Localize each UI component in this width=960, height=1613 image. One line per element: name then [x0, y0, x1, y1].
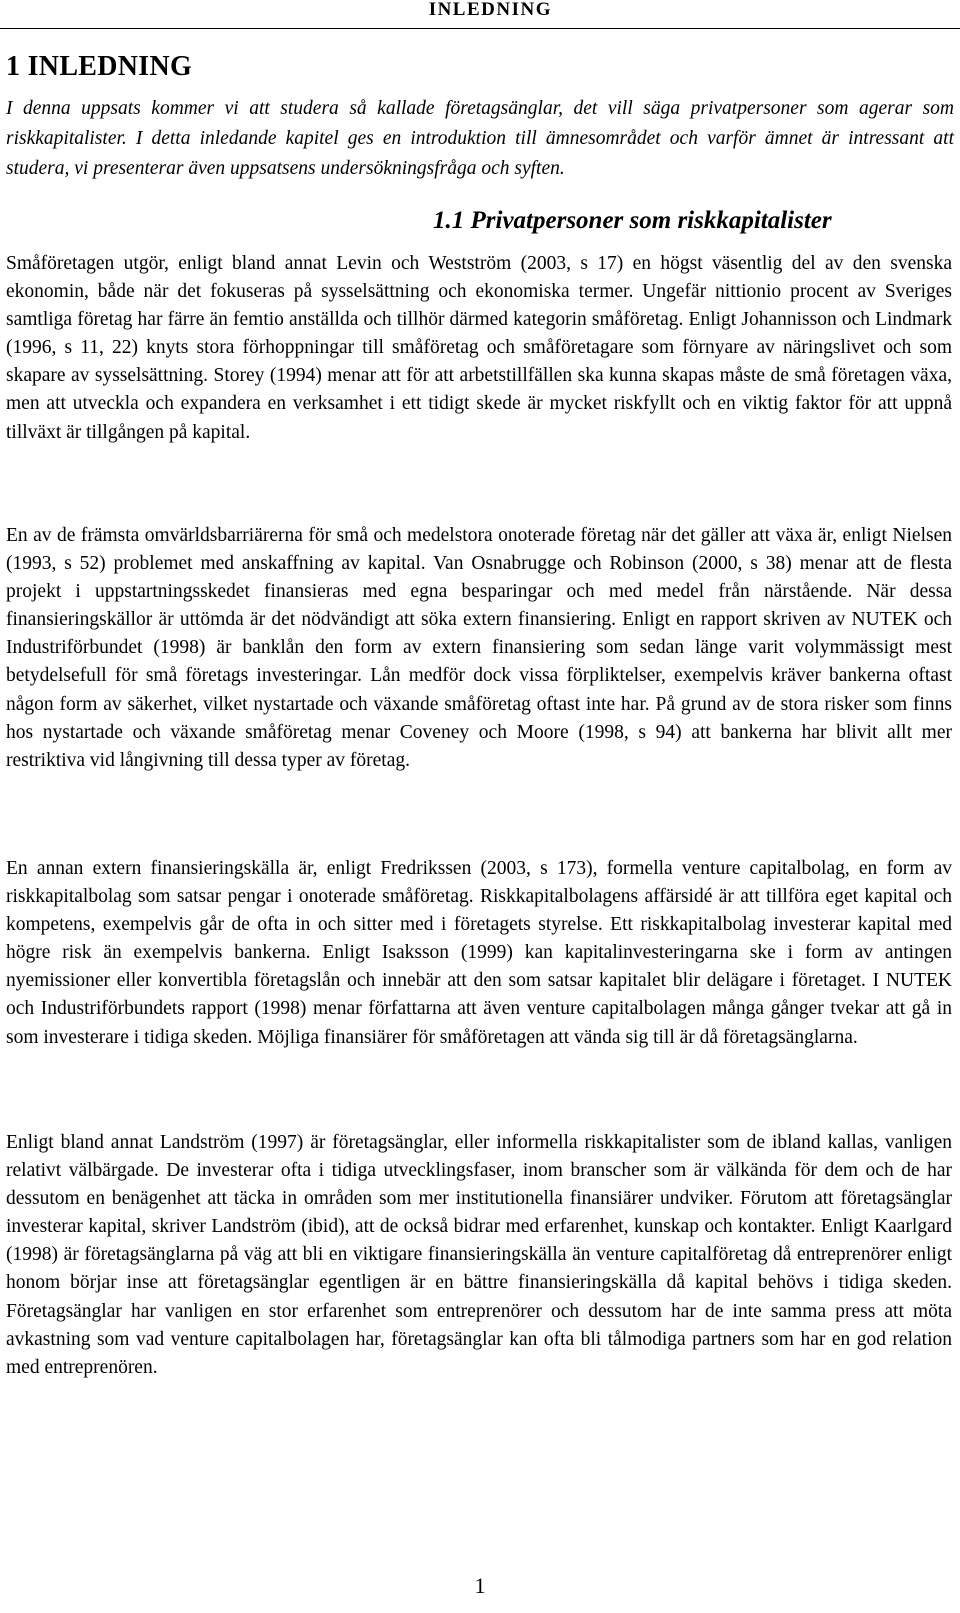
running-header-title: INLEDNING [428, 0, 552, 20]
section-title: 1.1 Privatpersoner som riskkapitalister [433, 207, 832, 234]
running-header [0, 0, 960, 34]
body-paragraph: Småföretagen utgör, enligt bland annat Levin och Westström (2003, s 17) en högst väsentlig del av den svenska ekonomin, både när det fokuseras på sysselsättning och ekonomiska termer. Ungefär nittionio procent av Sveriges samtliga företag har färre än femtio anställda och tillhör därmed kategorin småföretag. Enligt Johannisson och Lindmark (1996, s 11, 22) knyts stora förhoppningar till småföretag och småföretagare som förnyare av näringslivet och som skapare av sysselsättning. Storey (1994) menar att för att arbetstillfällen ska kunna skapas måste de små företagen växa, men att utveckla och expandera en verksamhet i ett tidigt skede är mycket riskfyllt och en viktig faktor för att uppnå tillväxt är tillgången på kapital. [6, 253, 952, 443]
body-paragraph: En annan extern finansieringskälla är, enligt Fredrikssen (2003, s 173), formella venture capitalbolag, en form av riskkapitalbolag som satsar pengar i onoterade småföretag. Riskkapitalbolagens affärsidé är att tillföra eget kapital och kompetens, exempelvis går de ofta in och sitter med i företagets styrelse. Ett riskkapitalbolag investerar kapital med högre risk än exempelvis bankerna. Enligt Isaksson (1999) kan kapitalinvesteringarna ske i form av antingen nyemissioner eller konvertibla företagslån och innebär att den som satsar kapitalet blir delägare i företaget. I NUTEK och Industriförbundets rapport (1998) menar författarna att även venture capitalbolagen många gånger tvekar att gå in som investerare i tidiga skeden. Möjliga finansiärer för småföretagen att vända sig till är då företagsänglarna. [6, 858, 952, 1048]
chapter-intro: I denna uppsats kommer vi att studera så kallade företagsänglar, det vill säga privatpersoner som agerar som riskkapitalister. I detta inledande kapitel ges en introduktion till ämnesområdet och varför ämnet är intressant att studera, vi presenterar även uppsatsens undersökningsfråga och syften. [6, 98, 954, 179]
header-rule [0, 28, 960, 29]
body-paragraph: Enligt bland annat Landström (1997) är företagsänglar, eller informella riskkapitalister som de ibland kallas, vanligen relativt välbärgade. De investerar ofta i tidiga utvecklingsfaser, inom branscher som är välkända för dem och de har dessutom en benägenhet att täcka in områden som mer institutionella finansiärer undviker. Förutom att företagsänglar investerar kapital, skriver Landström (ibid), att de också bidrar med erfarenhet, kunskap och kontakter. Enligt Kaarlgard (1998) är företagsänglarna på väg att bli en viktigare finansieringskälla än venture capitalföretag då entreprenörer enligt honom börjar inse att företagsänglar egentligen är en bättre finansieringskälla då kapital behövs i tidiga skeden. Företagsänglar har vanligen en stor erfarenhet som entreprenörer och dessutom har de inte samma press att möta avkastning som vad venture capitalbolagen har, företagsänglar kan ofta bli tålmodiga partners som har en god relation med entreprenören. [6, 1132, 952, 1378]
body-paragraph: En av de främsta omvärldsbarriärerna för små och medelstora onoterade företag när det gäller att växa är, enligt Nielsen (1993, s 52) problemet med anskaffning av kapital. Van Osnabrugge och Robinson (2000, s 38) menar att de flesta projekt i uppstartningsskedet finansieras med egna besparingar och med medel från närstående. När dessa finansieringskällor är uttömda är det nödvändigt att söka extern finansiering. Enligt en rapport skriven av NUTEK och Industriförbundet (1998) är banklån den form av extern finansiering som sedan länge varit volymmässigt mest betydelsefull för små företags investeringar. Lån medför dock vissa förpliktelser, exempelvis kräver bankerna oftast någon form av säkerhet, vilket nystartade och växande småföretag oftast inte har. På grund av de stora risker som finns hos nystartade och växande småföretag menar Coveney och Moore (1998, s 94) att bankerna har blivit allt mer restriktiva vid långivning till dessa typer av företag. [6, 525, 952, 771]
chapter-title: 1 INLEDNING [6, 51, 193, 82]
page-number: 1 [474, 1573, 486, 1598]
